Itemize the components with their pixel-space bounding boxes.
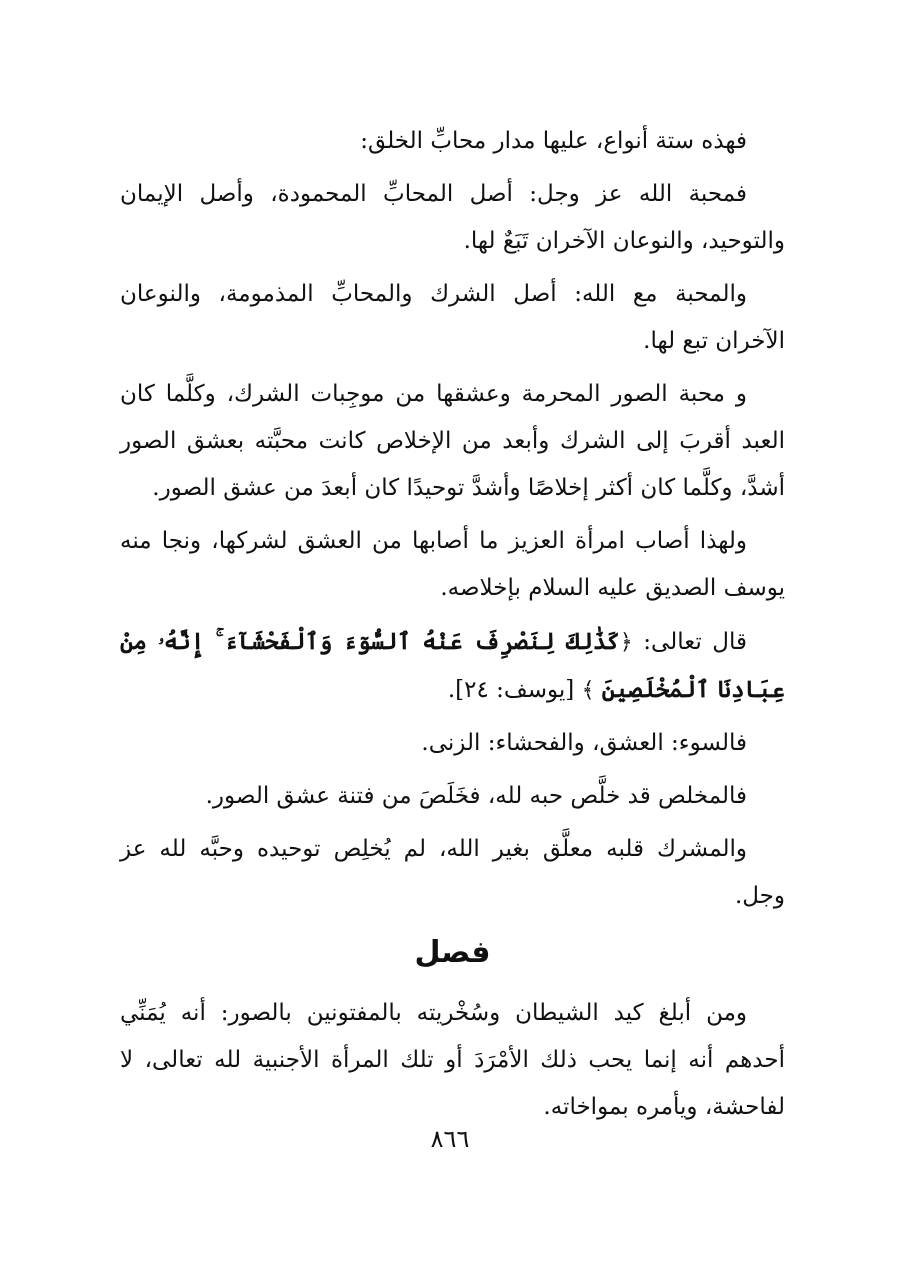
paragraph-satan-plot: ومن أبلغ كيد الشيطان وسُخْريته بالمفتونين بالصور: أنه يُمَنِّي أحدهم أنه إنما يحب ذلك الأمْرَدَ أو تلك المرأة الأجنبية لله تعالى، لا لفاحشة، ويأمره بمواخاته. [120,1000,785,1120]
verse-text: كَذَٰلِكَ لِنَصْرِفَ عَنْهُ ٱلسُّوٓءَ وَٱلْفَحْشَآءَ ۚ إِنَّهُۥ مِنْ عِبَادِنَا ٱلْمُخْلَصِينَ [120,628,785,703]
paragraph-love-of-allah: فمحبة الله عز وجل: أصل المحابِّ المحمودة، وأصل الإيمان والتوحيد، والنوعان الآخران تَبَعٌ لها. [120,181,785,254]
paragraph-love-with-allah: والمحبة مع الله: أصل الشرك والمحابِّ المذمومة، والنوعان الآخران تبع لها. [120,281,785,354]
verse-reference: [يوسف: ٢٤]. [447,677,582,703]
paragraph-sincere: فالمخلص قد خلَّص حبه لله، فخَلَصَ من فتنة عشق الصور. [205,783,747,809]
paragraph-intro: فهذه ستة أنواع، عليها مدار محابِّ الخلق: [360,128,747,154]
paragraph-wife-of-aziz: ولهذا أصاب امرأة العزيز ما أصابها من العشق لشركها، ونجا منه يوسف الصديق عليه السلام بإخلاصه. [120,528,785,601]
verse-intro: قال تعالى: [632,629,747,655]
quran-verse-paragraph [120,618,785,714]
page-number: ٨٦٦ [430,1125,470,1153]
paragraph-polytheist: والمشرك قلبه معلَّق بغير الله، لم يُخلِص توحيده وحبَّه لله عز وجل. [120,836,785,909]
paragraph-forbidden-images: و محبة الصور المحرمة وعشقها من موجِبات الشرك، وكلَّما كان العبد أقربَ إلى الشرك وأبعد من الإخلاص كانت محبَّته بعشق الصور أشدَّ، وكلَّما كان أكثر إخلاصًا وأشدَّ توحيدًا كان أبعدَ من عشق الصور. [120,381,785,501]
page-body [120,118,785,1137]
verse-open-bracket: ﴿ [619,630,633,655]
paragraph-definition: فالسوء: العشق، والفحشاء: الزنى. [421,730,747,756]
verse-close-bracket: ﴾ [581,678,595,703]
section-heading: فصل [414,935,491,970]
